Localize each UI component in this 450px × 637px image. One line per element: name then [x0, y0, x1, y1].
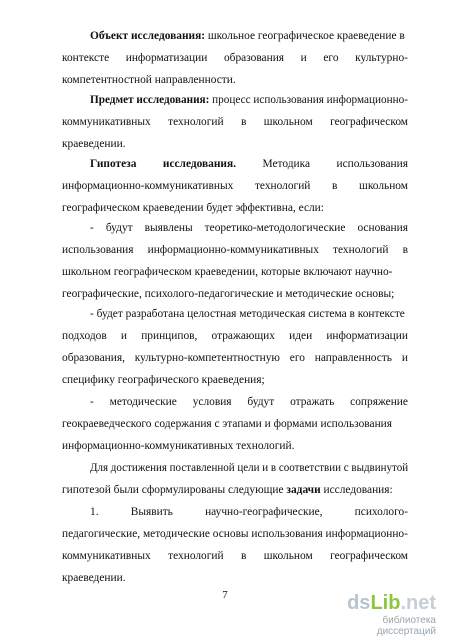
word: в [240, 116, 247, 128]
word: подходов [62, 330, 107, 342]
word: принципов, [141, 330, 198, 342]
text-line [62, 527, 408, 541]
word: технологий [254, 180, 311, 192]
text-segment: геокраеведческого содержания с этапами и формами использования [62, 418, 393, 430]
text-line [90, 29, 408, 43]
text-line [62, 287, 408, 301]
text-segment: исследования: [320, 484, 393, 496]
word: идеи [289, 330, 313, 342]
word: образования, [62, 352, 125, 364]
text-line [62, 483, 408, 497]
word: контексте [62, 52, 110, 64]
text-line [62, 265, 408, 279]
text-line [90, 505, 408, 519]
text-segment: Предмет исследования: [90, 94, 210, 106]
word: в [240, 550, 247, 562]
word: Выявить [130, 506, 173, 518]
word [90, 157, 136, 171]
text-line [62, 115, 408, 129]
word: - [90, 396, 94, 408]
text-segment: педагогические, методические основы использования информационно- [62, 528, 408, 540]
word: информатизации [125, 52, 208, 64]
page-number: 7 [222, 589, 228, 601]
word: направленность [314, 352, 392, 364]
word: основания [357, 222, 408, 234]
text-line [90, 395, 408, 409]
watermark-logo: dsLib.net [347, 592, 436, 614]
text-segment: географические, психолого-педагогические и методические основы; [62, 288, 395, 300]
text-segment: краеведении. [62, 572, 126, 584]
text-segment: процесс использования информационно- [209, 94, 408, 106]
text-line [62, 73, 408, 87]
text-segment: географическом краеведении будет эффективна, если: [62, 202, 324, 214]
word: и [120, 330, 128, 342]
text-line [62, 351, 408, 365]
word: технологий [168, 550, 224, 562]
word: школьном [263, 116, 313, 128]
word: технологий [333, 244, 389, 256]
word: использования [336, 158, 408, 170]
word: теоретико-методологические [204, 222, 346, 234]
text-line [62, 329, 408, 343]
text-line [90, 307, 408, 321]
text-segment: Объект исследования: [90, 30, 206, 42]
text-segment: школьном географическом краеведении, которые включают научно- [62, 266, 393, 278]
text-line [90, 221, 408, 235]
word: будут [247, 396, 275, 408]
word: научно-географические, [205, 506, 323, 518]
text-line [62, 417, 408, 431]
watermark-subtitle: библиотека диссертаций [376, 615, 436, 637]
word: отражать [290, 396, 335, 408]
text-line [90, 157, 408, 171]
text-segment: компетентностной направленности. [62, 74, 236, 86]
word: условия [192, 396, 232, 408]
word: информатизации [326, 330, 408, 342]
word: школьном [359, 180, 408, 192]
word: в [402, 244, 408, 256]
text-line [62, 373, 408, 387]
word: географическом [330, 116, 408, 128]
word: Методика [262, 158, 311, 170]
word [163, 157, 236, 171]
text-segment: Гипотеза [90, 158, 137, 170]
text-line [90, 461, 408, 475]
word: 1. [90, 506, 99, 518]
text-segment: задачи [286, 484, 321, 496]
text-segment: специфику географического краеведения; [62, 374, 265, 386]
word: технологий [168, 116, 224, 128]
text-line [90, 93, 408, 107]
word: и [300, 52, 307, 64]
word: методические [109, 396, 177, 408]
word: его [289, 352, 305, 364]
word: культурно-компетентностную [134, 352, 280, 364]
word: школьном [263, 550, 313, 562]
text-segment: краеведении. [62, 138, 126, 150]
text-segment: информационно-коммуникативных технологий. [62, 440, 295, 452]
word: культурно- [355, 52, 408, 64]
watermark [326, 592, 436, 637]
word: его [323, 52, 339, 64]
text-line [62, 571, 408, 585]
word: в [332, 180, 338, 192]
word: и [401, 352, 408, 364]
text-line [62, 549, 408, 563]
word: коммуникативных [62, 116, 151, 128]
word: сопряжение [350, 396, 408, 408]
text-line [62, 243, 408, 257]
text-line [62, 51, 408, 65]
word: коммуникативных [62, 550, 151, 562]
text-segment: гипотезой были сформулированы следующие [62, 484, 287, 496]
text-line [62, 201, 408, 215]
word: психолого- [354, 506, 408, 518]
word: географическом [330, 550, 408, 562]
text-segment: школьное географическое краеведение в [205, 30, 405, 42]
text-segment: - будет разработана целостная методическая система в контексте [90, 308, 405, 320]
word: отражающих [211, 330, 275, 342]
text-line [62, 137, 408, 151]
word: использования [62, 244, 134, 256]
word: образования [223, 52, 285, 64]
text-segment: Для достижения поставленной цели и в соответствии с выдвинутой [90, 462, 409, 474]
word: будут [105, 222, 133, 234]
text-line [62, 439, 408, 453]
word: информационно-коммуникативных [147, 244, 319, 256]
word: - [90, 222, 94, 234]
text-line [62, 179, 408, 193]
text-segment: исследования. [162, 158, 237, 170]
word: информационно-коммуникативных [62, 180, 234, 192]
word: выявлены [144, 222, 193, 234]
